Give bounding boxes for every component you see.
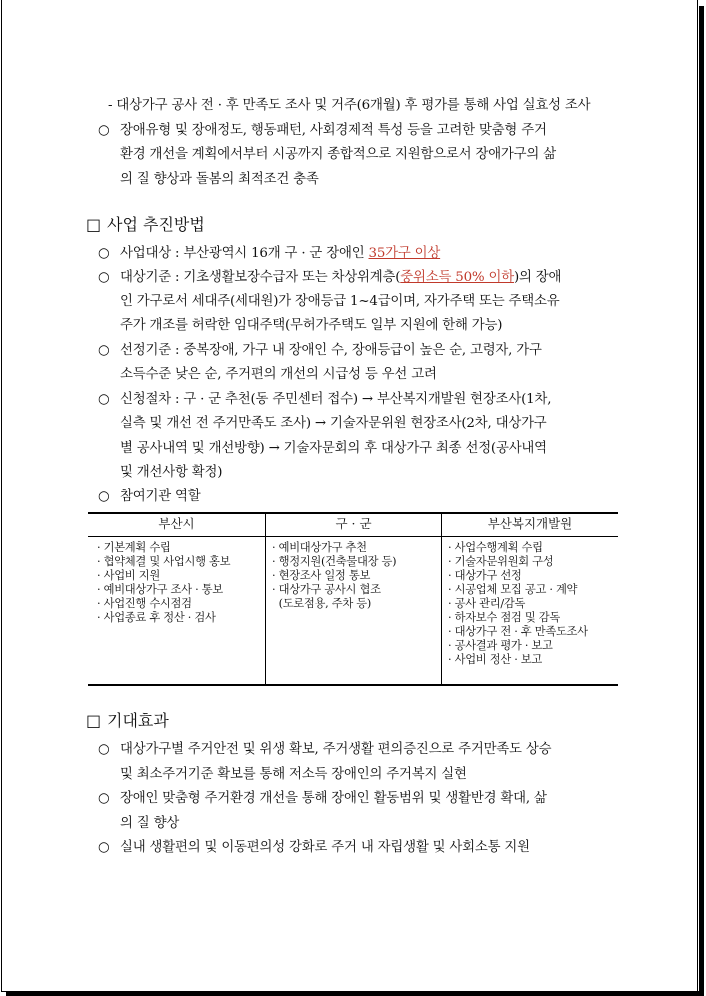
table-header-gugun: 구 · 군 bbox=[335, 516, 372, 531]
procedure-line-3: 별 공사내역 및 개선방향) → 기술자문회의 후 대상가구 최종 선정(공사내역 bbox=[120, 441, 547, 456]
bullet-mark: ○ bbox=[98, 489, 110, 504]
bullet-mark: ○ bbox=[98, 791, 110, 806]
table-header-institute: 부산복지개발원 bbox=[487, 516, 573, 531]
bullet-mark: ○ bbox=[98, 123, 110, 138]
bullet-mark: ○ bbox=[98, 742, 110, 757]
section-title-effect: 기대효과 bbox=[107, 711, 169, 730]
table-cell-institute: · 사업수행계획 수립 bbox=[448, 541, 543, 554]
selection-line-1: 선정기준 : 중복장애, 가구 내 장애인 수, 장애등급이 높은 순, 고령자, 가구 bbox=[120, 343, 542, 358]
table-cell-institute: · 대상가구 선정 bbox=[448, 569, 522, 582]
intro-bullet-line-3: 의 질 향상과 돌봄의 최적조건 충족 bbox=[120, 172, 319, 187]
table-cell-busan: · 기본계획 수립 bbox=[97, 541, 171, 554]
table-cell-gugun: · 대상가구 공사시 협조 bbox=[272, 583, 381, 596]
target-line bbox=[120, 245, 440, 263]
table-cell-busan: · 사업종료 후 정산 · 검사 bbox=[97, 611, 216, 624]
intro-bullet-line-2: 환경 개선을 계획에서부터 시공까지 종합적으로 지원함으로서 장애가구의 삶 bbox=[120, 147, 556, 162]
selection-line-2: 소득수준 낮은 순, 주거편의 개선의 시급성 등 우선 고려 bbox=[120, 367, 437, 382]
bullet-mark: ○ bbox=[98, 392, 110, 407]
bullet-mark: ○ bbox=[98, 343, 110, 358]
table-cell-institute: · 하자보수 점검 및 감독 bbox=[448, 611, 560, 624]
table-cell-busan: · 사업진행 수시점검 bbox=[97, 597, 192, 610]
effect-3-line-1: 실내 생활편의 및 이동편의성 강화로 주거 내 자립생활 및 사회소통 지원 bbox=[120, 840, 530, 855]
table-header-rule bbox=[88, 536, 618, 537]
bullet-mark: ○ bbox=[98, 840, 110, 855]
table-cell-busan: · 협약체결 및 사업시행 홍보 bbox=[97, 555, 231, 568]
criteria-line-1 bbox=[120, 269, 561, 287]
effect-1-line-2: 및 최소주거기준 확보를 통해 저소득 장애인의 주거복지 실현 bbox=[120, 767, 467, 782]
criteria-post: )의 장애 bbox=[513, 270, 562, 285]
target-highlight: 35가구 이상 bbox=[368, 246, 441, 261]
table-cell-institute: · 시공업체 모집 공고 · 계약 bbox=[448, 583, 578, 596]
table-cell-institute: · 사업비 정산 · 보고 bbox=[448, 653, 543, 666]
procedure-line-4: 및 개선사항 확정) bbox=[120, 465, 223, 480]
table-cell-institute: · 공사결과 평가 · 보고 bbox=[448, 639, 553, 652]
table-column-divider bbox=[441, 513, 442, 685]
table-cell-gugun: (도로점용, 주차 등) bbox=[272, 597, 371, 610]
table-cell-gugun: · 예비대상가구 추천 bbox=[272, 541, 367, 554]
effect-2-line-1: 장애인 맞춤형 주거환경 개선을 통해 장애인 활동범위 및 생활반경 확대, 삶 bbox=[120, 791, 547, 806]
table-cell-busan: · 사업비 지원 bbox=[97, 569, 160, 582]
page-shadow-right bbox=[699, 6, 704, 996]
bullet-mark: ○ bbox=[98, 270, 110, 285]
table-cell-gugun: · 행정지원(건축물대장 등) bbox=[272, 555, 397, 568]
criteria-line-2: 인 가구로서 세대주(세대원)가 장애등급 1~4급이며, 자가주택 또는 주택소유 bbox=[120, 294, 560, 309]
roles-title: 참여기관 역할 bbox=[120, 489, 201, 504]
procedure-line-1: 신청절차 : 구 · 군 추천(동 주민센터 접수) → 부산복지개발원 현장조사(1차, bbox=[120, 392, 552, 407]
section-title-method: 사업 추진방법 bbox=[107, 215, 205, 234]
table-cell-busan: · 예비대상가구 조사 · 통보 bbox=[97, 583, 223, 596]
table-bottom-rule bbox=[88, 684, 618, 686]
target-text: 사업대상 : 부산광역시 16개 구 · 군 장애인 bbox=[120, 246, 369, 261]
table-cell-gugun: · 현장조사 일정 통보 bbox=[272, 569, 371, 582]
criteria-pre: 대상기준 : 기초생활보장수급자 또는 차상위계층( bbox=[120, 270, 401, 285]
table-column-divider bbox=[265, 513, 266, 685]
criteria-line-3: 주가 개조를 허락한 임대주택(무허가주택도 일부 지원에 한해 가능) bbox=[120, 318, 503, 333]
table-top-rule bbox=[88, 512, 618, 514]
table-cell-institute: · 대상가구 전 · 후 만족도조사 bbox=[448, 625, 588, 638]
section-box-icon: □ bbox=[86, 711, 102, 730]
table-header-busan: 부산시 bbox=[158, 516, 195, 531]
criteria-highlight: 중위소득 50% 이하 bbox=[400, 270, 514, 285]
intro-bullet-line-1: 장애유형 및 장애정도, 행동패턴, 사회경제적 특성 등을 고려한 맞춤형 주거 bbox=[120, 123, 547, 138]
procedure-line-2: 실측 및 개선 전 주거만족도 조사) → 기술자문위원 현장조사(2차, 대상가구 bbox=[120, 416, 547, 431]
intro-dash-line: - 대상가구 공사 전 · 후 만족도 조사 및 거주(6개월) 후 평가를 통해 사업 실효성 조사 bbox=[108, 98, 591, 113]
effect-2-line-2: 의 질 향상 bbox=[120, 816, 180, 831]
effect-1-line-1: 대상가구별 주거안전 및 위생 확보, 주거생활 편의증진으로 주거만족도 상승 bbox=[120, 742, 552, 757]
table-cell-institute: · 공사 관리/감독 bbox=[448, 597, 526, 610]
table-cell-institute: · 기술자문위원회 구성 bbox=[448, 555, 554, 568]
section-box-icon: □ bbox=[86, 215, 102, 234]
bullet-mark: ○ bbox=[98, 246, 110, 261]
page-shadow-bottom bbox=[6, 991, 704, 996]
